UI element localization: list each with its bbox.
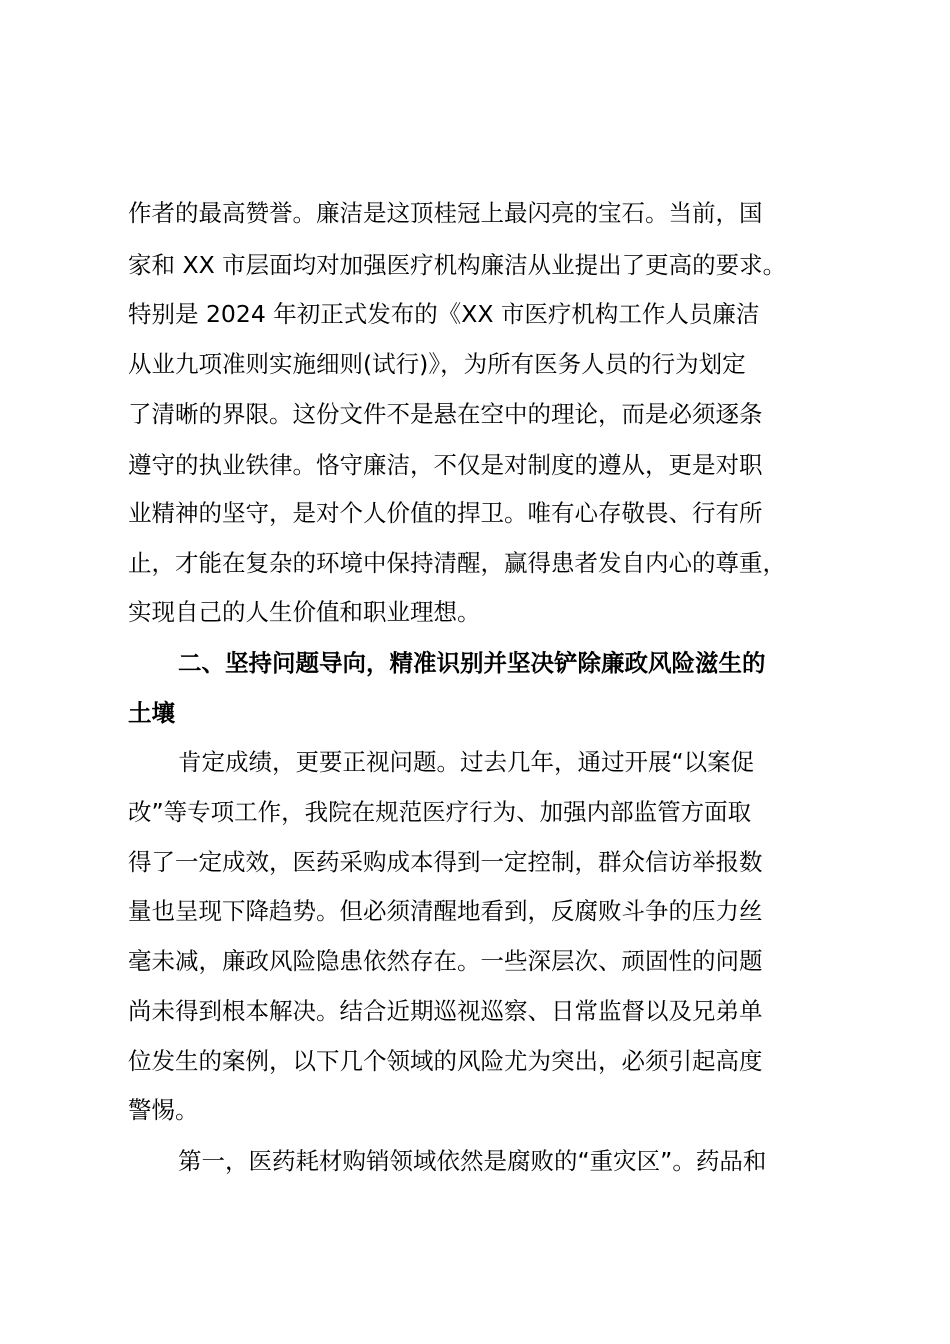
- paragraph-line: 业精神的坚守，是对个人价值的捍卫。唯有心存敬畏、行有所: [128, 499, 763, 527]
- paragraph-line: 毫未减，廉政风险隐患依然存在。一些深层次、顽固性的问题: [128, 947, 763, 975]
- paragraph-line: 警惕。: [128, 1096, 199, 1124]
- paragraph-line: 得了一定成效，医药采购成本得到一定控制，群众信访举报数: [128, 848, 763, 876]
- section-heading: 二、坚持问题导向，精准识别并坚决铲除廉政风险滋生的: [178, 649, 766, 677]
- paragraph-line: 肯定成绩，更要正视问题。过去几年，通过开展“以案促: [178, 748, 755, 776]
- paragraph-line: 家和 XX 市层面均对加强医疗机构廉洁从业提出了更高的要求。: [128, 251, 787, 279]
- paragraph-line: 量也呈现下降趋势。但必须清醒地看到，反腐败斗争的压力丝: [128, 897, 763, 925]
- paragraph-line: 作者的最高赞誉。廉洁是这顶桂冠上最闪亮的宝石。当前，国: [128, 199, 763, 227]
- section-heading: 土壤: [128, 699, 175, 727]
- paragraph-line: 实现自己的人生价值和职业理想。: [128, 598, 481, 626]
- paragraph-line: 改”等专项工作，我院在规范医疗行为、加强内部监管方面取: [128, 798, 752, 826]
- paragraph-line: 了清晰的界限。这份文件不是悬在空中的理论，而是必须逐条: [128, 400, 763, 428]
- paragraph-line: 尚未得到根本解决。结合近期巡视巡察、日常监督以及兄弟单: [128, 997, 763, 1025]
- paragraph-line: 第一，医药耗材购销领域依然是腐败的“重灾区”。药品和: [178, 1147, 767, 1175]
- paragraph-line: 从业九项准则实施细则(试行)》，为所有医务人员的行为划定: [128, 350, 746, 378]
- paragraph-line: 遵守的执业铁律。恪守廉洁，不仅是对制度的遵从，更是对职: [128, 451, 763, 479]
- paragraph-line: 止，才能在复杂的环境中保持清醒，赢得患者发自内心的尊重，: [128, 549, 786, 577]
- paragraph-line: 特别是 2024 年初正式发布的《XX 市医疗机构工作人员廉洁: [128, 300, 760, 328]
- paragraph-line: 位发生的案例，以下几个领域的风险尤为突出，必须引起高度: [128, 1047, 763, 1075]
